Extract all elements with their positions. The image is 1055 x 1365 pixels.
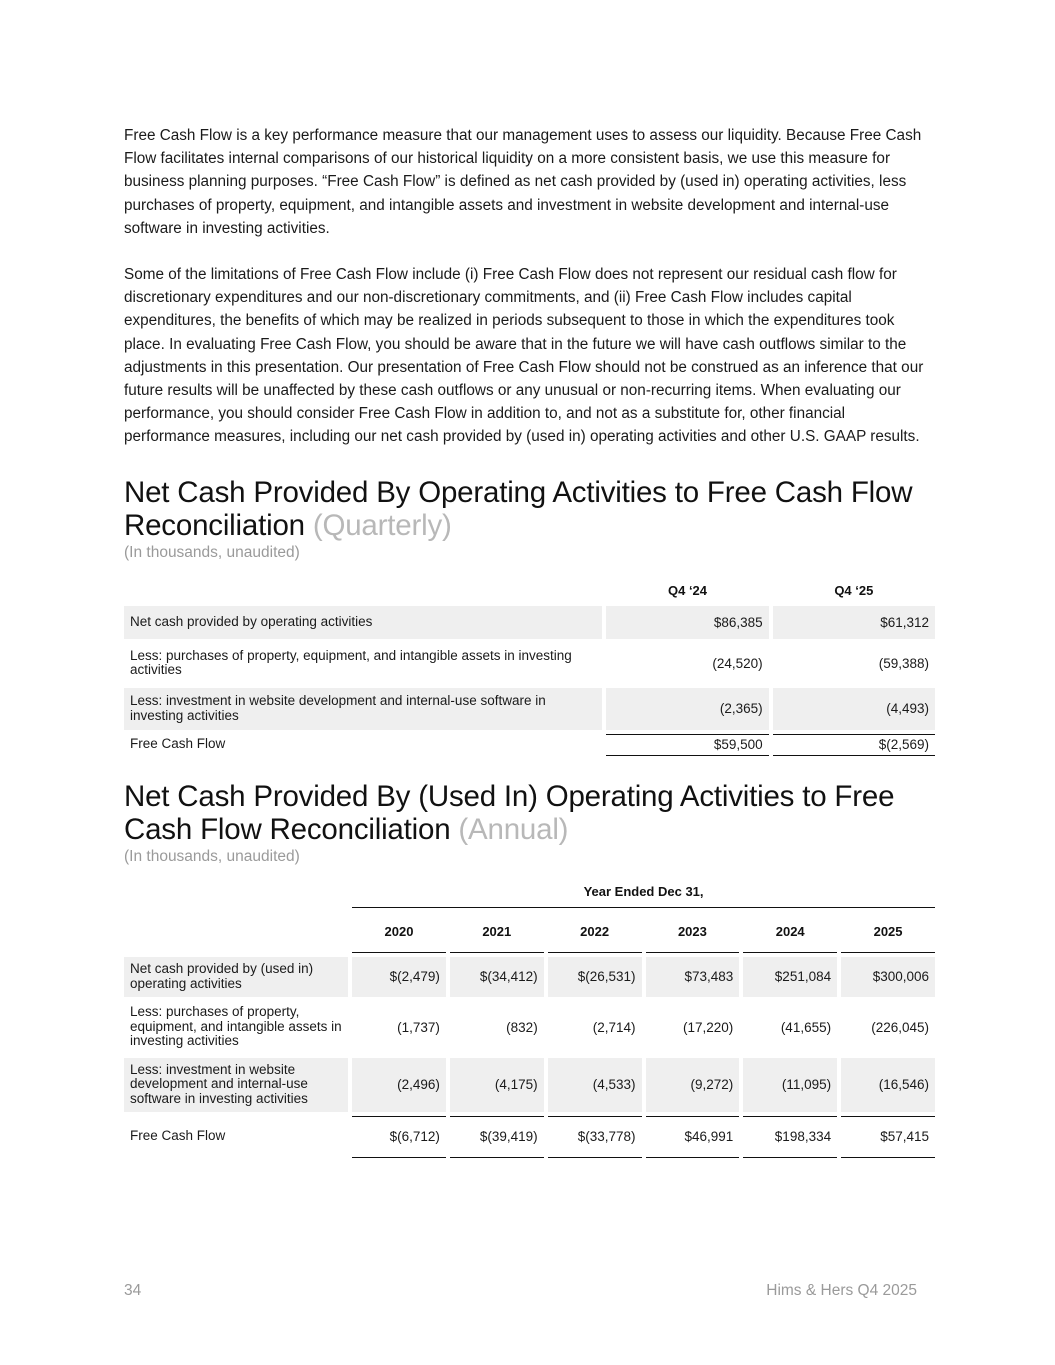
cell-value: $251,084 [743, 957, 837, 997]
cell-value: (41,655) [780, 1019, 832, 1035]
group-header: Year Ended Dec 31, [352, 877, 935, 908]
cell-value: $198,334 [743, 1116, 837, 1158]
column-header: Q4 ‘24 [667, 582, 708, 598]
cell-value: $46,991 [646, 1116, 740, 1158]
table-row [124, 1058, 935, 1112]
total-row [124, 734, 935, 756]
column-header: 2022 [548, 912, 642, 953]
cell-value: (59,388) [878, 655, 929, 671]
cell-value: (832) [506, 1019, 538, 1035]
table-row [124, 1001, 935, 1054]
row-label: Free Cash Flow [130, 1128, 226, 1144]
intro-paragraph-1: Free Cash Flow is a key performance measure that our management uses to assess our liquidity. Because Free Cash Flow facilitates internal comparisons of our historical liquidity on a more consistent basis, we use this measure for business planning purposes. “Free Cash Flow” is defined as net cash provided by (used in) operating activities, less purchases of property, equipment, and intangible assets and investment in website development and internal-use software in investing activities. [124, 127, 922, 237]
intro-paragraph-2: Some of the limitations of Free Cash Flow include (i) Free Cash Flow does not represent our residual cash flow for discretionary expenditures and our non-discretionary commitments, and (ii) Free Cash Flow includes capital expenditures, the benefits of which may be realized in periods subsequent to those in which the expenditures took place. In evaluating Free Cash Flow, you should be aware that in the future we will have cash outflows similar to the adjustments in this presentation. Our presentation of Free Cash Flow should not be construed as an inference that our future results will be unaffected by these cash outflows or any unusual or non-recurring items. When evaluating our performance, you should consider Free Cash Flow in addition to, and not as a substitute for, other financial performance measures, including our net cash provided by (used in) operating activities and other U.S. GAAP results. [124, 266, 924, 446]
cell-value: $73,483 [646, 957, 740, 997]
column-header: Q4 ‘25 [834, 582, 874, 598]
page-content [124, 124, 935, 1162]
annual-subtitle: (In thousands, unaudited) [124, 847, 300, 865]
row-label: Less: investment in website development and internal-use software in investing activities [124, 688, 602, 730]
row-label: Less: purchases of property, equipment, and intangible assets in investing activities [130, 647, 572, 678]
cell-value: (226,045) [871, 1019, 929, 1035]
cell-value: $300,006 [841, 957, 935, 997]
cell-value: $(2,479) [352, 957, 446, 997]
quarterly-section [124, 476, 935, 760]
column-header: 2025 [841, 912, 935, 953]
cell-value: (16,546) [841, 1058, 935, 1112]
annual-title: Net Cash Provided By (Used In) Operating Activities to Free Cash Flow Reconciliation (Annual) [124, 779, 895, 846]
cell-value: (4,493) [773, 688, 935, 730]
footer-doc-title: Hims & Hers Q4 2025 [766, 1282, 917, 1299]
table-row [124, 957, 935, 997]
table-row [124, 688, 935, 730]
cell-value: $(6,712) [352, 1116, 446, 1158]
page-number: 34 [124, 1282, 142, 1299]
annual-section [124, 780, 935, 1162]
quarterly-title: Net Cash Provided By Operating Activities to Free Cash Flow Reconciliation (Quarterly) [124, 475, 913, 542]
table-row [124, 606, 935, 639]
table-group-header-row [124, 877, 935, 908]
annual-qualifier: (Annual) [458, 812, 569, 846]
cell-value: $86,385 [606, 606, 768, 639]
cell-value: $(39,419) [450, 1116, 544, 1158]
cell-value: (17,220) [683, 1019, 734, 1035]
cell-value: (9,272) [646, 1058, 740, 1112]
cell-value: $(34,412) [450, 957, 544, 997]
row-label: Free Cash Flow [130, 736, 226, 752]
column-header: 2024 [743, 912, 837, 953]
cell-value: (1,737) [397, 1019, 440, 1035]
cell-value: (4,533) [548, 1058, 642, 1112]
quarterly-subtitle: (In thousands, unaudited) [124, 543, 300, 561]
quarterly-qualifier: (Quarterly) [312, 508, 452, 542]
cell-value: (4,175) [450, 1058, 544, 1112]
row-label: Net cash provided by operating activities [124, 606, 602, 639]
column-header: 2021 [450, 912, 544, 953]
row-label: Less: purchases of property, equipment, and intangible assets in investing activities [130, 1004, 342, 1049]
column-header: 2023 [646, 912, 740, 953]
cell-value: (11,095) [743, 1058, 837, 1112]
row-label: Less: investment in website development and internal-use software in investing activities [124, 1058, 348, 1112]
total-row [124, 1116, 935, 1158]
table-header-row [124, 912, 935, 953]
cell-value: $57,415 [841, 1116, 935, 1158]
cell-value: $(2,569) [773, 734, 935, 756]
column-header: 2020 [352, 912, 446, 953]
cell-value: $61,312 [773, 606, 935, 639]
table-row [124, 643, 935, 684]
quarterly-table [120, 569, 939, 760]
cell-value: (2,365) [606, 688, 768, 730]
table-header-row [124, 573, 935, 602]
cell-value: $(26,531) [548, 957, 642, 997]
cell-value: (24,520) [712, 655, 763, 671]
cell-value: (2,496) [352, 1058, 446, 1112]
cell-value: (2,714) [592, 1019, 636, 1035]
annual-table [120, 873, 939, 1162]
cell-value: $(33,778) [548, 1116, 642, 1158]
row-label: Net cash provided by (used in) operating activities [124, 957, 348, 997]
cell-value: $59,500 [606, 734, 768, 756]
